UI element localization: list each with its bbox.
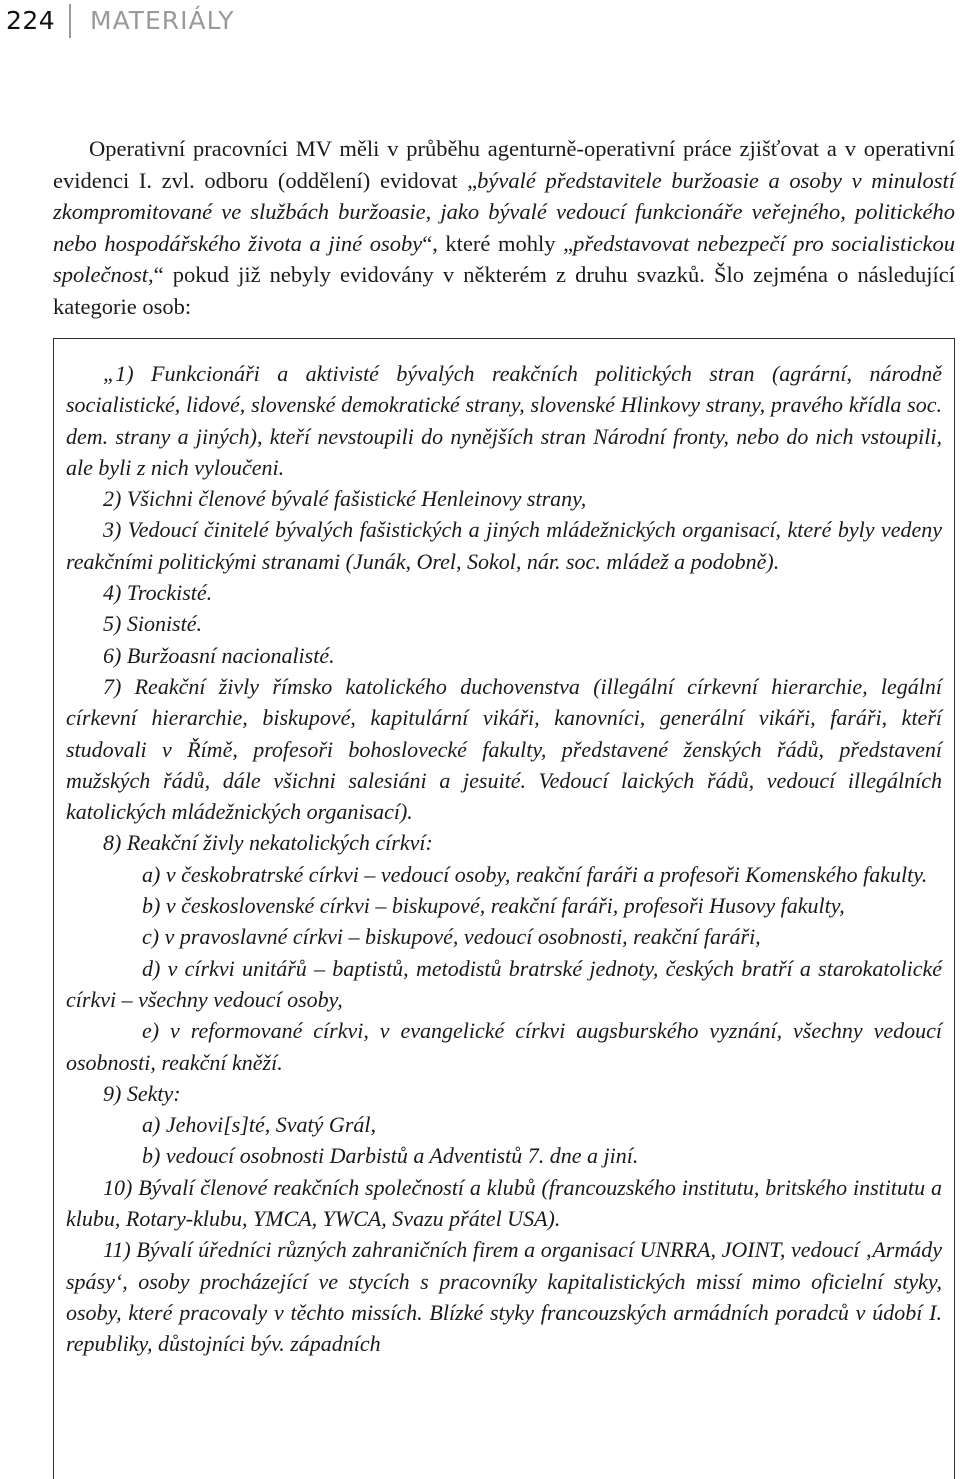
- quote-item-10: 10) Bývalí členové reakčních společností a klubů (francouzského institutu, britského institutu a klubu, Rotary-klubu, YMCA, YWCA, Svazu přátel USA).: [66, 1174, 942, 1232]
- intro-part-3: “ pokud již nebyly evidovány v některém z druhu svazků. Šlo zejména o následující kategorie osob:: [53, 262, 955, 319]
- quote-subitem-8e: e) v reformované církvi, v evangelické církvi augsburského vyznání, všechny vedoucí osobnosti, reakční kněží.: [66, 1018, 942, 1075]
- header-divider: [69, 4, 71, 38]
- quoted-document: [66, 358, 942, 1360]
- intro-part-1: Operativní pracovníci MV měli v průběhu agenturně-operativní práce zjišťovat a v operativní evidenci I. zvl. odboru (oddělení) evidovat „: [53, 136, 955, 193]
- quote-item-11: 11) Bývalí úředníci různých zahraničních firem a organisací UNRRA, JOINT, vedoucí ‚Armády spásy‘, osoby procházející ve stycích s pracovníky kapitalistických missí mimo oficielní styky, osoby, které pracovaly v těchto missích. Blízké styky francouzských armádních poradců v údobí I. republiky, důstojníci býv. západních: [66, 1237, 942, 1357]
- quote-item-6: 6) Buržoasní nacionalisté.: [103, 642, 335, 668]
- intro-paragraph: [53, 133, 955, 322]
- quote-item-8: 8) Reakční živly nekatolických církví:: [103, 830, 433, 856]
- quote-item-4: 4) Trockisté.: [103, 580, 213, 606]
- quote-subitem-9a: a) Jehovi[s]té, Svatý Grál,: [142, 1112, 376, 1138]
- quote-item-9: 9) Sekty:: [103, 1080, 181, 1106]
- quote-subitem-8b: b) v československé církvi – biskupové, reakční faráři, profesoři Husovy fakulty,: [142, 893, 845, 919]
- page-header: [0, 0, 960, 48]
- quote-item-1: „1) Funkcionáři a aktivisté bývalých reakčních politických stran (agrární, národně socialistické, lidové, slovenské demokratické strany, slovenské Hlinkovy strany, pravého křídla soc. dem. strany a jiných), kteří nevstoupili do nynějších stran Národní fronty, nebo do nich vstoupili, ale byli z nich vyloučeni.: [66, 361, 942, 480]
- quote-subitem-8d: d) v církvi unitářů – baptistů, metodistů bratrské jednoty, českých bratří a starokatolické církvi – všechny vedoucí osoby,: [66, 955, 942, 1012]
- quote-subitem-8c: c) v pravoslavné církvi – biskupové, vedoucí osobnosti, reakční faráři,: [142, 924, 761, 950]
- quote-subitem-8a: a) v českobratrské církvi – vedoucí osoby, reakční faráři a profesoři Komenského fakulty.: [142, 861, 928, 887]
- section-title: MATERIÁLY: [90, 6, 235, 35]
- quote-item-5: 5) Sionisté.: [103, 611, 202, 637]
- intro-quote-2: představovat nebezpečí pro socialistickou společnost,: [53, 230, 955, 287]
- quote-subitem-9b: b) vedoucí osobnosti Darbistů a Adventistů 7. dne a jiní.: [142, 1143, 639, 1169]
- quote-item-2: 2) Všichni členové bývalé fašistické Henleinovy strany,: [103, 486, 587, 512]
- quote-item-7: 7) Reakční živly římsko katolického duchovenstva (illegální církevní hierarchie, legální církevní hierarchie, biskupové, kapitulární vikáři, kanovníci, generální vikáři, faráři, kteří studovali v Římě, profesoři bohoslovecké fakulty, představené ženských řádů, představení mužských řádů, dále všichni salesiáni a jesuité. Vedoucí laických řádů, vedoucí illegálních katolických mládežnických organisací).: [66, 673, 942, 825]
- quote-item-3: 3) Vedoucí činitelé bývalých fašistických a jiných mládežnických organisací, které byly vedeny reakčními politickými stranami (Junák, Orel, Sokol, nár. soc. mládež a podobně).: [66, 517, 942, 574]
- intro-text: [53, 133, 955, 322]
- intro-part-2: “, které mohly „: [422, 230, 574, 256]
- page-number: 224: [6, 6, 56, 35]
- intro-quote-1: bývalé představitele buržoasie a osoby v minulostí zkompromitované ve službách buržoasie, jako bývalé vedoucí funkcionáře veřejného, politického nebo hospodářského života a jiné osoby: [53, 167, 955, 256]
